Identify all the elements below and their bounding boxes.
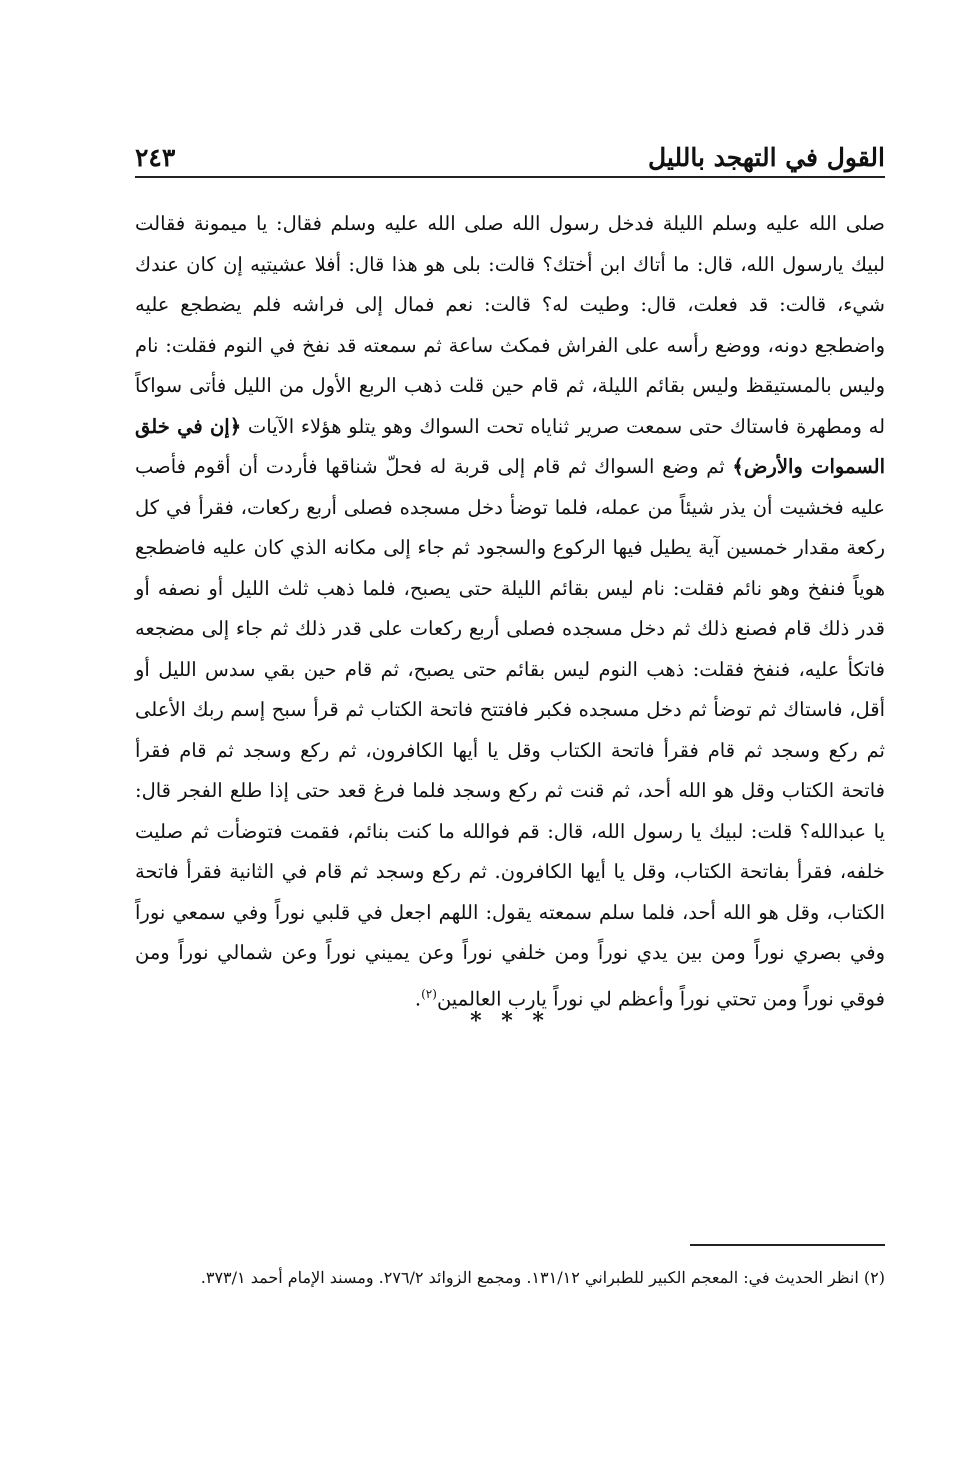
footnote-rule — [690, 1244, 885, 1246]
footnote-marker: (٢) — [421, 986, 437, 1001]
quran-verse: ﴿إن في خلق السموات والأرض﴾ — [135, 414, 885, 478]
footnote — [135, 1262, 885, 1293]
page-number: ٢٤٣ — [135, 143, 176, 172]
main-text — [135, 204, 885, 1020]
header-rule — [135, 176, 885, 178]
running-title: القول في التهجد بالليل — [647, 143, 885, 172]
body-text-part-2: ثم وضع السواك ثم قام إلى قربة له فحلّ شناقها فأردت أن أقوم فأصب عليه فخشيت أن يذر شيئاً من عمله، فلما توضأ دخل مسجده فصلى أربع ركعات، فقرأ في كل ركعة مقدار خمسين آية يطيل فيها الركوع والسجود ثم جاء إلى مكانه الذي كان عليه فاضطجع هوياً فنفخ وهو نائم فقلت: نام ليس بقائم الليلة حتى يصبح، فلما ذهب ثلث الليل أو نصفه أو قدر ذلك قام فصنع ذلك ثم دخل مسجده فصلى أربع ركعات على قدر ذلك ثم جاء إلى مضجعه فاتكأ عليه، فنفخ فقلت: ذهب النوم ليس بقائم حتى يصبح، ثم قام حين بقي سدس الليل أو أقل، فاستاك ثم توضأ ثم دخل مسجده فكبر فافتتح فاتحة الكتاب ثم قرأ سبح إسم ربك الأعلى ثم ركع وسجد ثم قام فقرأ فاتحة الكتاب وقل يا أيها الكافرون، ثم ركع وسجد ثم قام فقرأ فاتحة الكتاب وقل هو الله أحد، ثم قنت ثم ركع وسجد فلما فرغ قعد حتى إذا طلع الفجر قال: يا عبدالله؟ قلت: لبيك يا رسول الله، قال: قم فوالله ما كنت بنائم، فقمت فتوضأت ثم صليت خلفه، فقرأ بفاتحة الكتاب، وقل يا أيها الكافرون. ثم ركع وسجد ثم قام في الثانية فقرأ فاتحة الكتاب، وقل هو الله أحد، فلما سلم سمعته يقول: اللهم اجعل في قلبي نوراً وفي سمعي نوراً وفي بصري نوراً ومن بين يدي نوراً ومن خلفي نوراً وعن يميني نوراً وعن شمالي نوراً ومن فوقي نوراً ومن تحتي نوراً وأعظم لي نوراً يارب العالمين — [135, 455, 885, 1010]
body-text-part-1: صلى الله عليه وسلم الليلة فدخل رسول الله صلى الله عليه وسلم فقال: يا ميمونة فقالت لبيك يارسول الله، قال: ما أتاك ابن أختك؟ قالت: بلى هو هذا قال: أفلا عشيتيه إن كان عندك شيء، قالت: قد فعلت، قال: وطيت له؟ قالت: نعم فمال إلى فراشه فلم يضطجع عليه واضطجع دونه، ووضع رأسه على الفراش فمكث ساعة ثم سمعته قد نفخ في النوم فقلت: نام وليس بالمستيقظ وليس بقائم الليلة، ثم قام حين قلت ذهب الربع الأول من الليل فأتى سواكاً له ومطهرة فاستاك حتى سمعت صرير ثناياه تحت السواك وهو يتلو هؤلاء الآيات — [135, 212, 886, 438]
footnote-text: (٢) انظر الحديث في: المعجم الكبير للطبراني ١٣١/١٢. ومجمع الزوائد ٢٧٦/٢. ومسند الإمام أحمد ٣٧٣/١. — [200, 1268, 885, 1287]
page-header — [135, 136, 885, 172]
section-separator: * * * — [470, 1008, 550, 1034]
end-period: . — [414, 987, 422, 1010]
body-paragraph — [135, 204, 885, 1020]
